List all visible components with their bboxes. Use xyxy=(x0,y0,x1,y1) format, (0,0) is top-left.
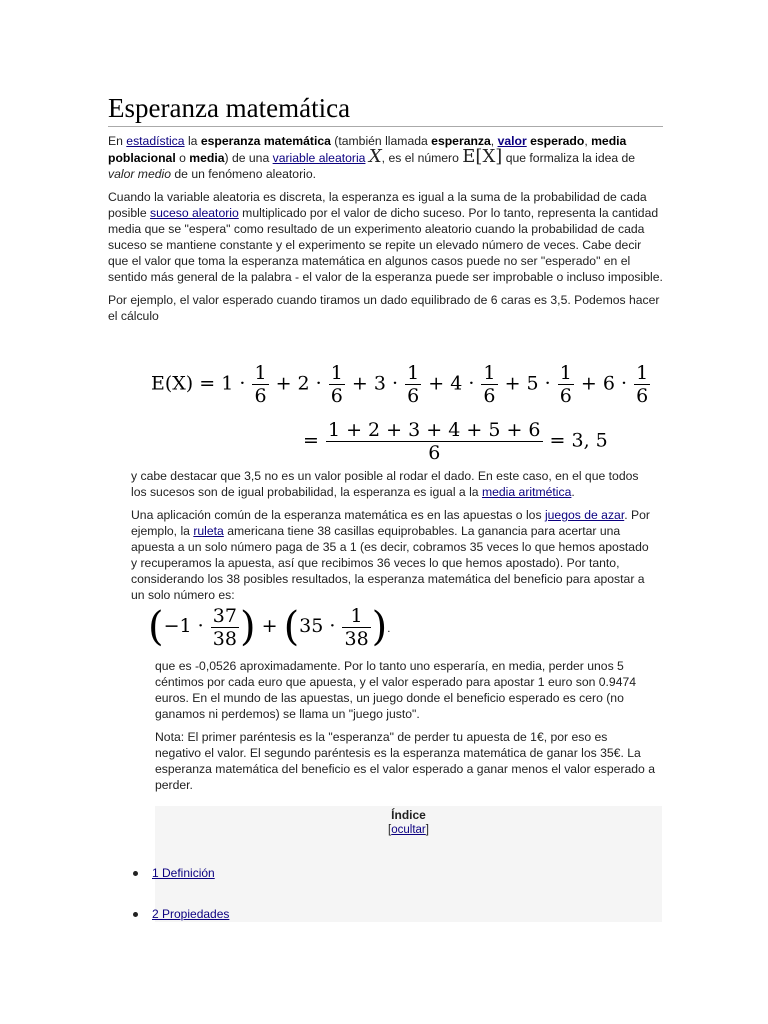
formula-term: + 6 · xyxy=(580,372,628,395)
close-paren: ) xyxy=(239,604,256,650)
denominator: 38 xyxy=(212,627,237,650)
denominator: 6 xyxy=(326,441,543,464)
toc-toggle xyxy=(155,824,662,836)
open-paren: ( xyxy=(148,604,164,650)
text: , xyxy=(584,134,592,148)
toc-item-propiedades xyxy=(133,907,229,921)
numerator: 1 xyxy=(254,362,267,384)
bold-term: esperado xyxy=(530,134,585,148)
link-suceso-aleatorio[interactable]: suceso aleatorio xyxy=(150,206,239,220)
math-symbol-ex: E[X] xyxy=(462,146,503,167)
toc-link-propiedades[interactable]: 2 Propiedades xyxy=(152,907,230,921)
fraction xyxy=(481,362,497,407)
formula-term: −1 · xyxy=(163,615,204,637)
fraction xyxy=(329,362,345,407)
formula-term: + 2 · xyxy=(275,372,322,395)
text: , xyxy=(490,134,498,148)
link-variable-aleatoria[interactable]: variable aleatoria xyxy=(272,151,366,165)
paragraph-discrete xyxy=(108,189,663,285)
toc-link-definicion[interactable]: 1 Definición xyxy=(152,866,215,880)
bracket: ] xyxy=(425,824,429,836)
fraction-sum xyxy=(326,419,543,464)
link-media-aritmetica[interactable]: media aritmética xyxy=(481,485,572,499)
fraction xyxy=(405,362,421,407)
denominator: 6 xyxy=(330,385,343,407)
italic-term: valor medio xyxy=(108,167,171,181)
formula-term: 35 · xyxy=(299,615,336,637)
numerator: 37 xyxy=(212,604,237,627)
formula-dice-sum xyxy=(303,419,608,464)
link-ruleta[interactable]: ruleta xyxy=(193,524,224,538)
table-of-contents xyxy=(152,806,662,922)
denominator: 6 xyxy=(407,385,420,407)
denominator: 38 xyxy=(344,627,369,650)
denominator: 6 xyxy=(559,385,572,407)
fraction xyxy=(252,362,268,407)
bold-term: esperanza xyxy=(431,134,491,148)
fraction xyxy=(211,605,239,650)
paragraph-result: que es -0,0526 aproximadamente. Por lo tanto uno esperaría, en media, perder unos 5 céntimos por cada euro que apuesta, y el valor esperado para apostar 1 euro son 0.9474 euros. En el mundo de las apuestas, un juego donde el beneficio esperado es cero (no ganamos ni perdemos) se llama un "juego justo". xyxy=(155,659,637,721)
intro-paragraph xyxy=(108,133,663,182)
numerator: 1 xyxy=(483,362,496,384)
bracket: [ xyxy=(388,824,392,836)
toc-title: Índice xyxy=(391,808,426,822)
bullet-icon xyxy=(133,912,138,917)
math-symbol-x: X xyxy=(368,146,382,167)
text: americana tiene 38 casillas equiprobables. La ganancia para acertar una apuesta a un solo número paga de 35 a 1 (es decir, cobramos 35 veces lo que hemos apostado y recuperamos la apuesta, así que recibimos 36 veces lo que hemos apostado). Por tanto, considerando los 38 posibles resultados, la esperanza matemática del beneficio para apostar a un solo número es: xyxy=(131,524,649,602)
numerator: 1 xyxy=(330,362,343,384)
numerator: 1 xyxy=(559,362,572,384)
numerator: 1 + 2 + 3 + 4 + 5 + 6 xyxy=(327,419,541,441)
text: En xyxy=(108,134,127,148)
page-title: Esperanza matemática xyxy=(108,92,663,127)
fraction xyxy=(634,362,650,407)
formula-term: + 4 · xyxy=(428,372,475,395)
text: , es el número xyxy=(381,151,463,165)
text: y cabe destacar que 3,5 no es un valor posible al rodar el dado. En este caso, en el que todos los sucesos son de igual probabilidad, la esperanza es igual a la xyxy=(131,469,639,499)
text: que formaliza la idea de xyxy=(505,151,636,165)
link-estadistica[interactable]: estadística xyxy=(126,134,185,148)
text: ) de una xyxy=(224,151,273,165)
numerator: 1 xyxy=(407,362,420,384)
link-juegos-de-azar[interactable]: juegos de azar xyxy=(544,508,625,522)
article xyxy=(108,92,663,324)
bold-term: media poblacional xyxy=(108,134,627,165)
equals-sign: = xyxy=(303,429,319,452)
period: . xyxy=(387,624,391,635)
close-paren: ) xyxy=(371,604,388,650)
text: de un fenómeno aleatorio. xyxy=(171,167,317,181)
text: la xyxy=(184,134,201,148)
open-paren: ( xyxy=(283,604,300,650)
paragraph-note: Nota: El primer paréntesis es la "esperanza" de perder tu apuesta de 1€, por eso es negativo el valor. El segundo paréntesis es la esperanza matemática de ganar los 35€. La esperanza matemática del beneficio es el valor esperado a ganar menos el valor esperado a perder. xyxy=(155,730,655,792)
toc-item-definicion xyxy=(133,866,215,880)
formula-lhs: E(X) = 1 · xyxy=(151,372,246,395)
formula-dice-expectation xyxy=(151,362,651,407)
formula-roulette-expectation xyxy=(148,604,390,650)
fraction xyxy=(342,605,370,650)
bold-term: esperanza matemática xyxy=(200,134,331,148)
paragraph-remark xyxy=(131,468,651,500)
bold-term: media xyxy=(189,151,225,165)
bullet-icon xyxy=(133,871,138,876)
text: . Por ejemplo, la xyxy=(131,508,650,538)
paragraph-example: Por ejemplo, el valor esperado cuando tiramos un dado equilibrado de 6 caras es 3,5. Podemos hacer el cálculo xyxy=(108,293,660,323)
paragraph-gambling xyxy=(131,507,651,603)
formula-term: + 3 · xyxy=(351,372,399,395)
toc-hide-link[interactable]: ocultar xyxy=(391,824,426,836)
denominator: 6 xyxy=(636,385,649,407)
fraction xyxy=(558,362,574,407)
numerator: 1 xyxy=(636,362,649,384)
text: o xyxy=(175,151,190,165)
text: . xyxy=(571,485,575,499)
text: (también llamada xyxy=(330,134,432,148)
formula-result: = 3, 5 xyxy=(549,429,608,452)
text: Cuando la variable aleatoria es discreta, la esperanza es igual a la suma de la probabilidad de cada posible xyxy=(108,190,647,220)
text: multiplicado por el valor de dicho suceso. Por lo tanto, representa la cantidad media que se "espera" como resultado de un experimento aleatorio cuando la probabilidad de cada suceso se mantiene constante y el experimento se repite un elevado número de veces. Cabe decir que el valor que toma la esperanza matemática en algunos casos puede no ser "esperado" en el sentido más general de la palabra - el valor de la esperanza puede ser improbable o incluso imposible. xyxy=(108,206,663,284)
text: Una aplicación común de la esperanza matemática es en las apuestas o los xyxy=(131,508,545,522)
numerator: 1 xyxy=(350,604,363,627)
denominator: 6 xyxy=(483,385,496,407)
denominator: 6 xyxy=(254,385,267,407)
link-valor[interactable]: valor xyxy=(497,134,527,148)
formula-term: + 5 · xyxy=(504,372,551,395)
plus-sign: + xyxy=(261,615,278,637)
